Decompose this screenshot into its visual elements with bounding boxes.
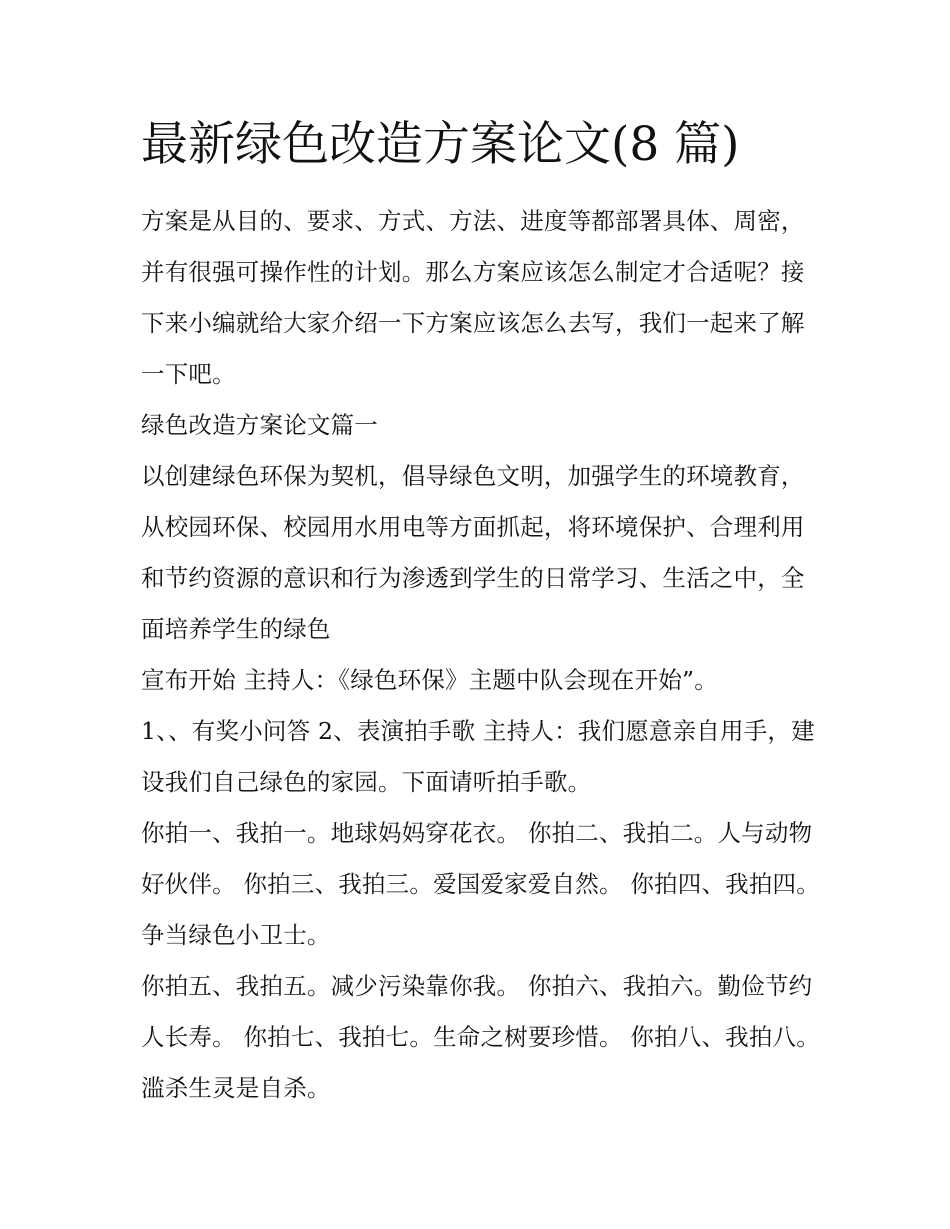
document-title: 最新绿色改造方案论文(8 篇): [141, 117, 740, 172]
body-paragraph: 1、、有奖小问答 2、表演拍手歌 主持人：我们愿意亲自用手，建设我们自己绿色的家园。下面请听拍手歌。: [141, 717, 815, 796]
document-page: [141, 112, 821, 1114]
body-paragraph: 以创建绿色环保为契机，倡导绿色文明，加强学生的环境教育，从校园环保、校园用水用电等方面抓起，将环境保护、合理利用和节约资源的意识和行为渗透到学生的日常学习、生活之中，全面培养学生的绿色: [141, 462, 805, 643]
body-paragraph: 你拍五、我拍五。减少污染靠你我。 你拍六、我拍六。勤俭节约人长寿。 你拍七、我拍七。生命之树要珍惜。 你拍八、我拍八。滥杀生灵是自杀。: [141, 972, 820, 1102]
body-paragraph: 宣布开始 主持人：《绿色环保》主题中队会现在开始”。: [141, 666, 718, 694]
section-heading: 绿色改造方案论文篇一: [141, 411, 378, 439]
body-paragraph: 你拍一、我拍一。地球妈妈穿花衣。 你拍二、我拍二。人与动物好伙伴。 你拍三、我拍三。爱国爱家爱自然。 你拍四、我拍四。争当绿色小卫士。: [141, 819, 820, 949]
intro-paragraph: 方案是从目的、要求、方式、方法、进度等都部署具体、周密，并有很强可操作性的计划。那么方案应该怎么制定才合适呢？接下来小编就给大家介绍一下方案应该怎么去写，我们一起来了解一下吧。: [141, 207, 805, 388]
